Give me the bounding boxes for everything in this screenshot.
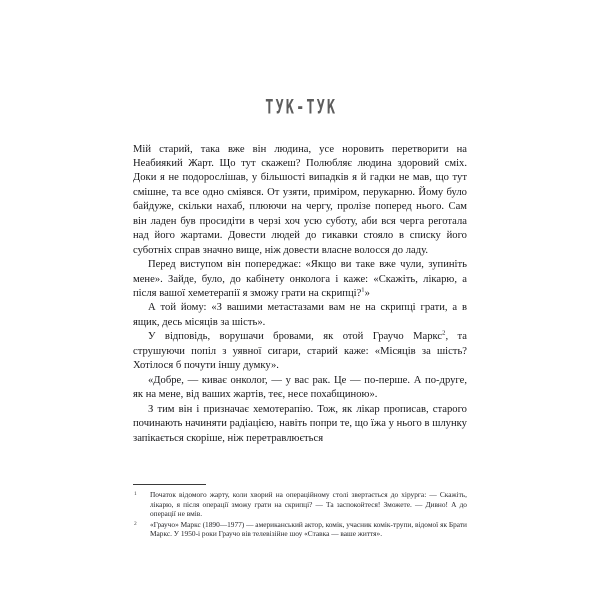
paragraph-6: З тим він і призначає хемотерапію. Тож, як лікар прописав, старого починають начиняти радіацією, навіть попри те, що їжа у нього в шлунку запікається скоріше, ніж перетравлюється (133, 403, 467, 444)
paragraph-2-text-after-footnote: » (364, 288, 370, 300)
paragraph-3: А той йому: «З вашими метастазами вам не на скрипці грати, а в ящик, десь місяців за шість». (133, 302, 467, 328)
footnote-item (133, 520, 467, 539)
footnote-separator-rule (133, 484, 206, 485)
paragraph-4-text-after-footnote: , та струшуючи попіл з уявної сигари, старий каже: «Місяців за шість? Хотілося б почути іншу думку». (133, 331, 467, 372)
body-copy (133, 143, 467, 447)
page-text-block (133, 95, 467, 446)
chapter-title: ТУК-ТУК (265, 95, 338, 119)
footnote-marker-2: 2 (134, 520, 137, 527)
paragraph-4-text-before-footnote: У відповідь, ворушачи бровами, як отой Граучо Маркс (148, 331, 443, 343)
footnote-text-2: «Граучо» Маркс (1890—1977) — американський актор, комік, учасник комік-трупи, відомої як Брати Маркс. У 1950-і роки Граучо вів телевізійне шоу «Ставка — ваше життя». (150, 519, 467, 539)
footnote-reference-2[interactable]: 2 (442, 329, 446, 337)
paragraph-1: Мій старий, така вже він людина, усе норовить перетворити на Неабиякий Жарт. Що тут скажеш? Полюбляє людина здоровий сміх. Доки я не подорослішав, у більшості випадків я й гадки не мав, що тут смішне, та все одно сміявся. От узяти, приміром, перукарню. Йому було байдуже, скільки нахаб, плюючи на чергу, пролізе поперед нього. Сам він ладен був просидіти в черзі хоч усю суботу, аби вся черга реготала над його жартами. Довести людей до гикавки стояло в списку його суботніх справ значно вище, ніж довести власне волосся до ладу. (133, 143, 467, 256)
footnotes-section (133, 484, 467, 540)
footnote-text-1: Початок відомого жарту, коли хворий на операційному столі звертається до хірурга: — Скажіть, лікарю, я після операції зможу грати на скрипці? — Та заспокойтеся! Зможете. — Дивно! А до операції не вмів. (150, 490, 467, 519)
paragraph-5: «Добре, — киває онколог, — у вас рак. Це — по-перше. А по-друге, як на мене, від ваших жартів, теє, несе похабщиною». (133, 374, 467, 401)
paragraph-2-text-before-footnote: Перед виступом він попереджає: «Якщо ви таке вже чули, зупиніть мене». Зайде, було, до кабінету онколога і каже: «Скажіть, лікарю, а після вашої хеметерапії я зможу грати на скрипці? (133, 259, 467, 300)
footnote-reference-1[interactable]: 1 (361, 286, 365, 294)
paragraph-2 (133, 258, 467, 301)
footnote-item (133, 490, 467, 519)
paragraph-4 (133, 330, 467, 373)
footnote-marker-1: 1 (134, 491, 137, 497)
